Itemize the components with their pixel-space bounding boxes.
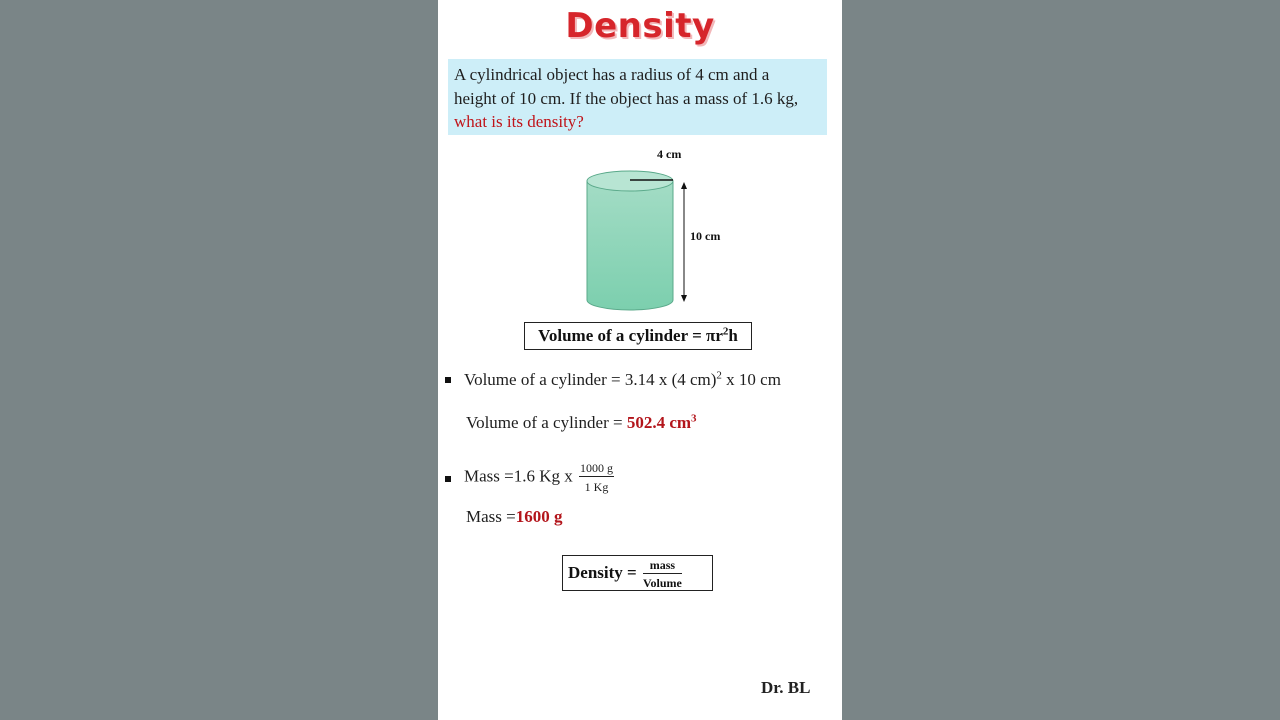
bullet-2 <box>445 476 451 482</box>
height-label: 10 cm <box>690 229 721 243</box>
cylinder-figure <box>438 140 842 315</box>
right-background <box>842 0 1280 720</box>
step-1-result-value <box>627 413 697 432</box>
radius-label: 4 cm <box>657 147 682 161</box>
step-1-result <box>466 413 697 433</box>
step-1-text: Volume of a cylinder = 3.14 x (4 cm) <box>464 370 717 389</box>
density-formula-label: Density = <box>568 563 641 582</box>
volume-formula-box <box>524 322 752 350</box>
cylinder-diagram <box>438 140 842 315</box>
density-formula-box <box>562 555 713 591</box>
problem-line-2: height of 10 cm. If the object has a mass of 1.6 kg, <box>454 88 799 108</box>
step-2-result-label: Mass = <box>466 507 516 526</box>
volume-formula-exponent: 2 <box>722 325 729 338</box>
slide <box>438 0 842 720</box>
height-arrow-bottom <box>681 295 687 302</box>
left-background <box>0 0 438 720</box>
step-2-result <box>466 507 562 527</box>
volume-formula-end: h <box>728 326 738 345</box>
height-arrow-top <box>681 182 687 189</box>
fraction-denominator: 1 Kg <box>584 480 609 494</box>
step-2-result-value: 1600 g <box>515 507 563 526</box>
author-signature: Dr. BL <box>761 678 811 697</box>
conversion-fraction <box>579 461 614 494</box>
page-title: Density <box>565 6 715 46</box>
step-1-volume <box>464 370 781 390</box>
volume-unit-exponent: 3 <box>691 412 697 425</box>
volume-value: 502.4 cm <box>626 413 692 432</box>
density-fraction <box>643 559 682 590</box>
density-denominator: Volume <box>642 575 682 590</box>
density-numerator: mass <box>643 559 682 574</box>
cylinder-body <box>587 181 673 310</box>
volume-formula-text: Volume of a cylinder = πr <box>538 326 723 345</box>
step-1-exponent: 2 <box>716 369 722 382</box>
step-1-result-label: Volume of a cylinder = <box>466 413 627 432</box>
step-2-text: Mass =1.6 Kg x <box>464 466 578 486</box>
step-2-mass <box>464 461 614 494</box>
problem-line-1: A cylindrical object has a radius of 4 cm and a <box>454 65 770 84</box>
step-1-end: x 10 cm <box>721 370 781 389</box>
fraction-numerator: 1000 g <box>580 461 614 475</box>
problem-box <box>448 59 827 135</box>
problem-question: what is its density? <box>454 112 584 131</box>
cylinder-top <box>587 171 673 191</box>
bullet-1 <box>445 377 451 383</box>
